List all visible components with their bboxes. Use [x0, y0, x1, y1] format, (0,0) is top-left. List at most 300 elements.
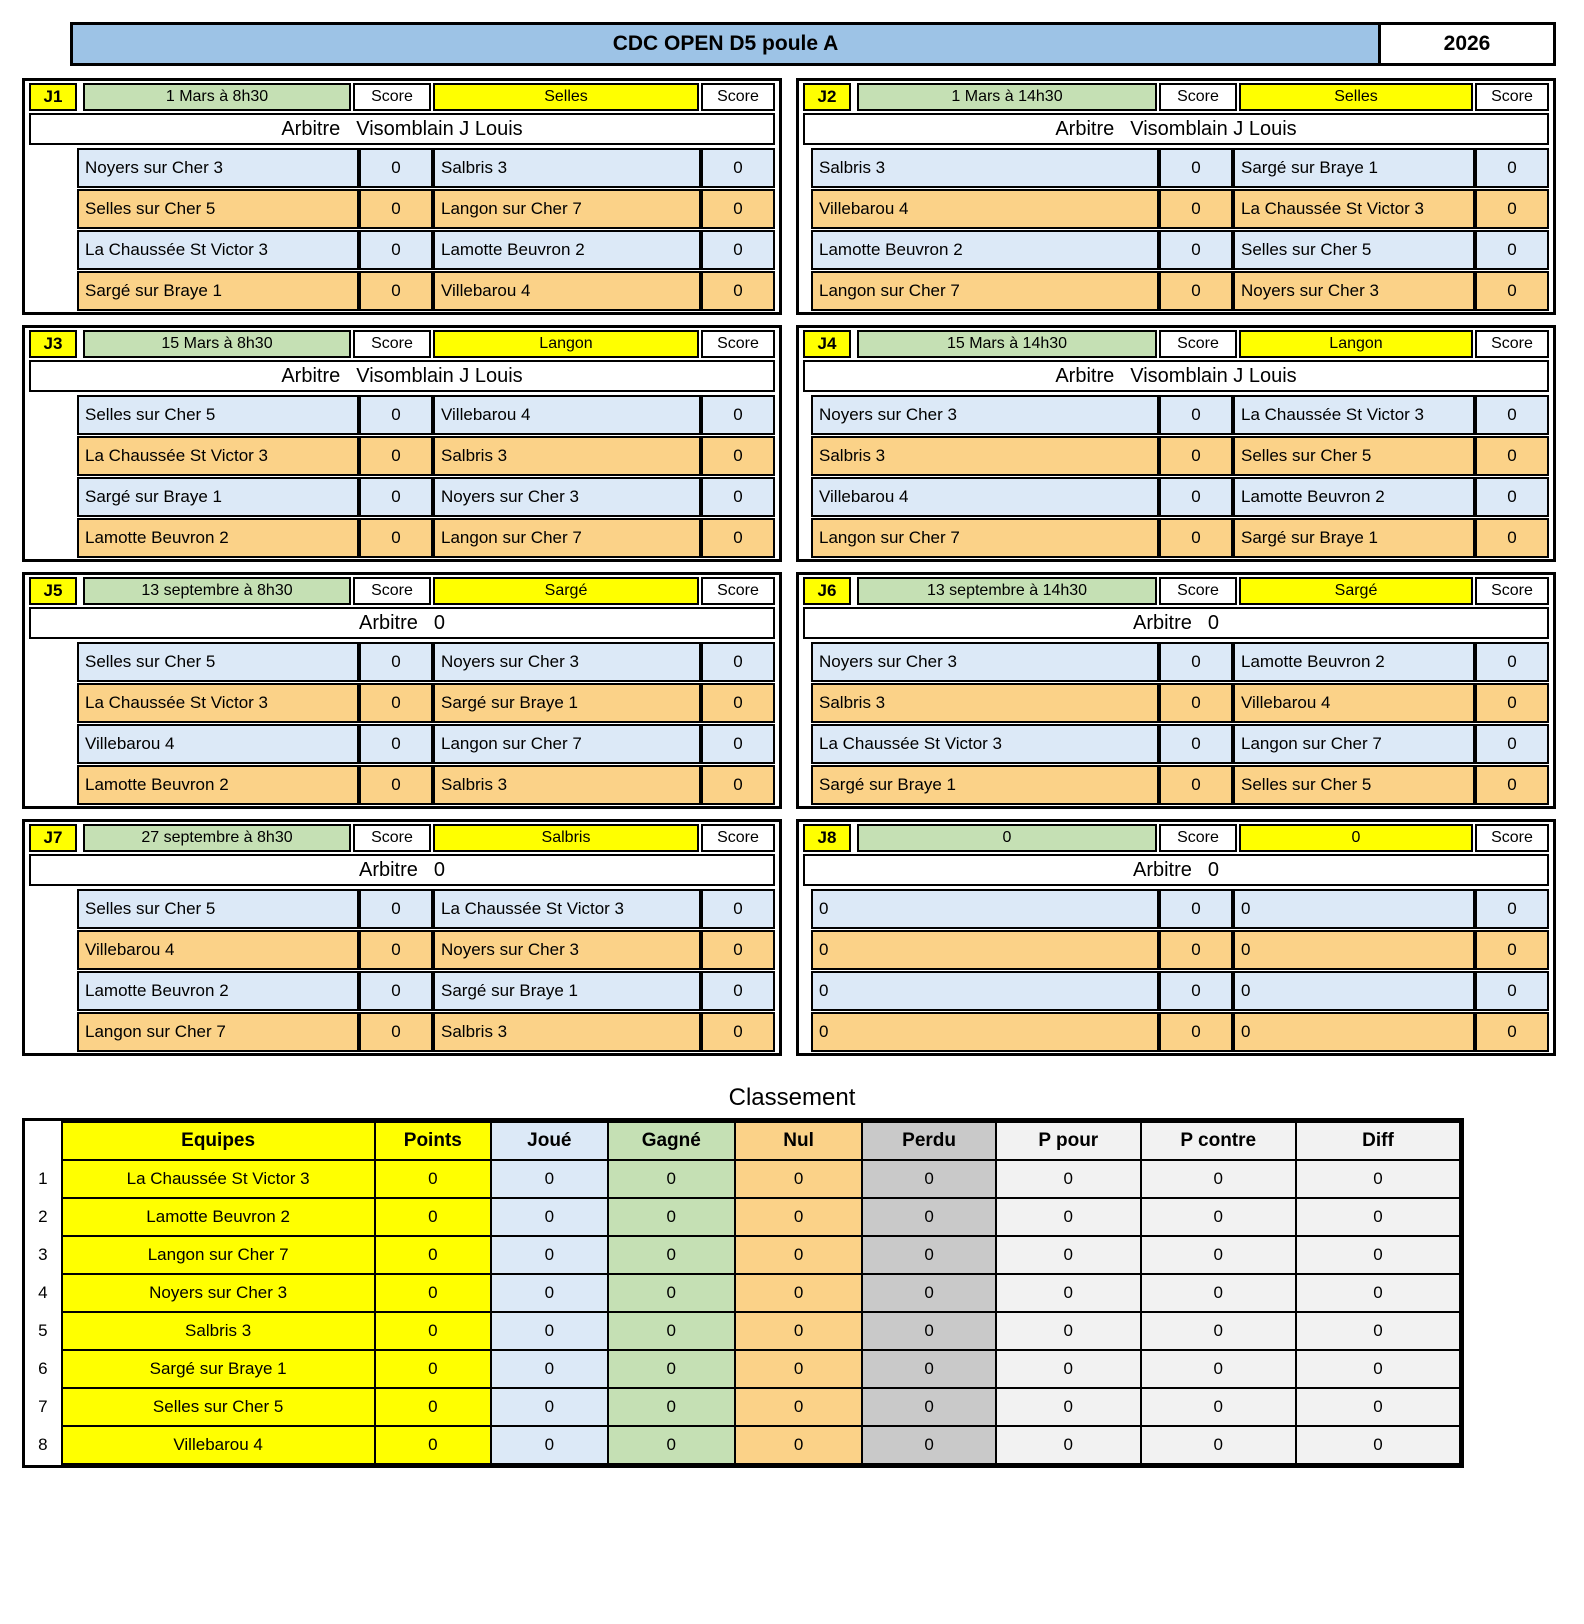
- home-score[interactable]: 0: [359, 271, 433, 311]
- header-p-contre: P contre: [1141, 1122, 1296, 1160]
- round-j7: [22, 819, 782, 1056]
- home-team: La Chaussée St Victor 3: [811, 724, 1159, 764]
- round-date: 1 Mars à 8h30: [83, 83, 351, 111]
- away-score[interactable]: 0: [1475, 642, 1549, 682]
- standings-row: [25, 1312, 1460, 1350]
- rounds-grid: [22, 78, 1556, 1056]
- match-row: [29, 271, 775, 311]
- row-team: Lamotte Beuvron 2: [62, 1198, 375, 1236]
- home-team: Langon sur Cher 7: [811, 518, 1159, 558]
- score-header-left: Score: [353, 577, 431, 605]
- row-perdu: 0: [862, 1274, 996, 1312]
- home-team: 0: [811, 971, 1159, 1011]
- match-row: [29, 189, 775, 229]
- row-diff: 0: [1296, 1350, 1460, 1388]
- score-header-right: Score: [701, 83, 775, 111]
- away-score[interactable]: 0: [701, 518, 775, 558]
- away-team: Selles sur Cher 5: [1233, 230, 1475, 270]
- home-score[interactable]: 0: [359, 230, 433, 270]
- score-header-left: Score: [1159, 824, 1237, 852]
- row-p-pour: 0: [996, 1350, 1141, 1388]
- row-team: Langon sur Cher 7: [62, 1236, 375, 1274]
- away-team: Selles sur Cher 5: [1233, 436, 1475, 476]
- score-header-left: Score: [1159, 577, 1237, 605]
- away-score[interactable]: 0: [701, 765, 775, 805]
- match-row: [29, 395, 775, 435]
- row-points: 0: [375, 1236, 492, 1274]
- away-score[interactable]: 0: [701, 930, 775, 970]
- home-score[interactable]: 0: [1159, 971, 1233, 1011]
- standings-header-row: [25, 1122, 1460, 1160]
- away-team: Lamotte Beuvron 2: [1233, 477, 1475, 517]
- row-gagne: 0: [608, 1198, 735, 1236]
- away-team: Langon sur Cher 7: [433, 724, 701, 764]
- round-id-j3: J3: [29, 330, 77, 358]
- home-score[interactable]: 0: [1159, 518, 1233, 558]
- match-row: [803, 1012, 1549, 1052]
- referee-label: Arbitre: [1132, 611, 1192, 634]
- home-score[interactable]: 0: [1159, 889, 1233, 929]
- row-p-pour: 0: [996, 1274, 1141, 1312]
- row-joue: 0: [491, 1236, 608, 1274]
- away-team: Noyers sur Cher 3: [1233, 271, 1475, 311]
- round-j8: [796, 819, 1556, 1056]
- away-team: Sargé sur Braye 1: [1233, 148, 1475, 188]
- home-team: Villebarou 4: [77, 930, 359, 970]
- away-team: Noyers sur Cher 3: [433, 930, 701, 970]
- referee-name: Visomblain J Louis: [1130, 117, 1297, 140]
- row-points: 0: [375, 1426, 492, 1464]
- row-joue: 0: [491, 1388, 608, 1426]
- match-row: [803, 765, 1549, 805]
- home-team: Villebarou 4: [811, 477, 1159, 517]
- home-team: Villebarou 4: [77, 724, 359, 764]
- round-j2: [796, 78, 1556, 315]
- score-header-right: Score: [1475, 824, 1549, 852]
- away-score[interactable]: 0: [701, 189, 775, 229]
- match-row: [803, 683, 1549, 723]
- home-team: Lamotte Beuvron 2: [77, 971, 359, 1011]
- row-team: Selles sur Cher 5: [62, 1388, 375, 1426]
- match-row: [29, 518, 775, 558]
- round-venue: Sargé: [1239, 577, 1473, 605]
- away-team: Langon sur Cher 7: [433, 518, 701, 558]
- home-team: Lamotte Beuvron 2: [811, 230, 1159, 270]
- away-team: Lamotte Beuvron 2: [433, 230, 701, 270]
- score-header-right: Score: [1475, 330, 1549, 358]
- match-row: [803, 724, 1549, 764]
- match-row: [803, 477, 1549, 517]
- home-score[interactable]: 0: [1159, 230, 1233, 270]
- match-row: [803, 395, 1549, 435]
- score-header-left: Score: [353, 83, 431, 111]
- home-score[interactable]: 0: [1159, 395, 1233, 435]
- away-score[interactable]: 0: [1475, 1012, 1549, 1052]
- row-p-pour: 0: [996, 1236, 1141, 1274]
- round-venue: Sargé: [433, 577, 699, 605]
- referee-name: 0: [1207, 611, 1220, 634]
- row-diff: 0: [1296, 1312, 1460, 1350]
- row-points: 0: [375, 1274, 492, 1312]
- referee-row: [29, 113, 775, 145]
- away-score[interactable]: 0: [701, 148, 775, 188]
- match-row: [803, 971, 1549, 1011]
- score-header-right: Score: [1475, 83, 1549, 111]
- away-score[interactable]: 0: [1475, 930, 1549, 970]
- row-p-contre: 0: [1141, 1350, 1296, 1388]
- standings-table: [25, 1121, 1461, 1465]
- round-header: [25, 822, 779, 854]
- row-gagne: 0: [608, 1312, 735, 1350]
- row-gagne: 0: [608, 1274, 735, 1312]
- row-points: 0: [375, 1388, 492, 1426]
- home-score[interactable]: 0: [359, 642, 433, 682]
- row-perdu: 0: [862, 1388, 996, 1426]
- row-nul: 0: [735, 1312, 862, 1350]
- away-team: Langon sur Cher 7: [433, 189, 701, 229]
- standings-title: Classement: [728, 1084, 856, 1111]
- match-row: [29, 477, 775, 517]
- away-score[interactable]: 0: [1475, 395, 1549, 435]
- row-p-contre: 0: [1141, 1198, 1296, 1236]
- away-team: 0: [1233, 930, 1475, 970]
- round-j1: [22, 78, 782, 315]
- round-venue: Langon: [433, 330, 699, 358]
- away-score[interactable]: 0: [1475, 230, 1549, 270]
- header-perdu: Perdu: [862, 1122, 996, 1160]
- row-p-contre: 0: [1141, 1160, 1296, 1198]
- home-team: 0: [811, 930, 1159, 970]
- home-score[interactable]: 0: [1159, 436, 1233, 476]
- home-score[interactable]: 0: [1159, 477, 1233, 517]
- home-team: Langon sur Cher 7: [811, 271, 1159, 311]
- row-joue: 0: [491, 1312, 608, 1350]
- match-row: [29, 230, 775, 270]
- row-perdu: 0: [862, 1426, 996, 1464]
- round-venue: Langon: [1239, 330, 1473, 358]
- match-row: [803, 271, 1549, 311]
- home-score[interactable]: 0: [359, 889, 433, 929]
- home-team: 0: [811, 1012, 1159, 1052]
- row-p-contre: 0: [1141, 1426, 1296, 1464]
- header-diff: Diff: [1296, 1122, 1460, 1160]
- match-row: [803, 436, 1549, 476]
- round-date: 13 septembre à 14h30: [857, 577, 1157, 605]
- away-score[interactable]: 0: [1475, 889, 1549, 929]
- row-team: Salbris 3: [62, 1312, 375, 1350]
- home-team: Sargé sur Braye 1: [77, 477, 359, 517]
- row-points: 0: [375, 1312, 492, 1350]
- row-team: Noyers sur Cher 3: [62, 1274, 375, 1312]
- header-p-pour: P pour: [996, 1122, 1141, 1160]
- row-rank: 8: [25, 1426, 62, 1464]
- standings-row: [25, 1198, 1460, 1236]
- referee-label: Arbitre: [358, 611, 418, 634]
- match-row: [29, 1012, 775, 1052]
- row-diff: 0: [1296, 1198, 1460, 1236]
- home-score[interactable]: 0: [1159, 271, 1233, 311]
- referee-label: Arbitre: [281, 364, 341, 387]
- round-j3: [22, 325, 782, 562]
- row-perdu: 0: [862, 1312, 996, 1350]
- row-rank: 4: [25, 1274, 62, 1312]
- standings-row: [25, 1350, 1460, 1388]
- away-score[interactable]: 0: [1475, 436, 1549, 476]
- home-score[interactable]: 0: [359, 683, 433, 723]
- standings-row: [25, 1388, 1460, 1426]
- row-gagne: 0: [608, 1236, 735, 1274]
- row-team: Sargé sur Braye 1: [62, 1350, 375, 1388]
- away-team: Sargé sur Braye 1: [433, 683, 701, 723]
- score-header-left: Score: [1159, 330, 1237, 358]
- row-joue: 0: [491, 1350, 608, 1388]
- home-team: La Chaussée St Victor 3: [77, 436, 359, 476]
- row-joue: 0: [491, 1274, 608, 1312]
- row-rank: 2: [25, 1198, 62, 1236]
- score-header-left: Score: [1159, 83, 1237, 111]
- row-gagne: 0: [608, 1350, 735, 1388]
- home-team: Selles sur Cher 5: [77, 395, 359, 435]
- home-score[interactable]: 0: [359, 765, 433, 805]
- home-score[interactable]: 0: [1159, 930, 1233, 970]
- home-score[interactable]: 0: [359, 1012, 433, 1052]
- away-team: 0: [1233, 971, 1475, 1011]
- referee-row: [29, 607, 775, 639]
- match-row: [803, 148, 1549, 188]
- round-venue: Selles: [433, 83, 699, 111]
- row-nul: 0: [735, 1236, 862, 1274]
- away-team: Sargé sur Braye 1: [1233, 518, 1475, 558]
- row-p-pour: 0: [996, 1426, 1141, 1464]
- row-gagne: 0: [608, 1160, 735, 1198]
- round-id-j4: J4: [803, 330, 851, 358]
- away-score[interactable]: 0: [701, 395, 775, 435]
- away-score[interactable]: 0: [701, 683, 775, 723]
- row-p-pour: 0: [996, 1312, 1141, 1350]
- match-row: [29, 971, 775, 1011]
- round-venue: 0: [1239, 824, 1473, 852]
- away-score[interactable]: 0: [1475, 683, 1549, 723]
- score-header-right: Score: [1475, 577, 1549, 605]
- away-team: 0: [1233, 1012, 1475, 1052]
- match-row: [29, 436, 775, 476]
- referee-row: [29, 360, 775, 392]
- row-perdu: 0: [862, 1198, 996, 1236]
- home-score[interactable]: 0: [1159, 642, 1233, 682]
- header-equipes: Equipes: [62, 1122, 375, 1160]
- row-diff: 0: [1296, 1388, 1460, 1426]
- home-team: La Chaussée St Victor 3: [77, 683, 359, 723]
- standings-table-wrapper: [22, 1118, 1464, 1468]
- round-date: 0: [857, 824, 1157, 852]
- round-id-j7: J7: [29, 824, 77, 852]
- away-score[interactable]: 0: [1475, 189, 1549, 229]
- row-rank: 7: [25, 1388, 62, 1426]
- round-j5: [22, 572, 782, 809]
- score-header-right: Score: [701, 824, 775, 852]
- match-row: [29, 724, 775, 764]
- row-nul: 0: [735, 1274, 862, 1312]
- home-score[interactable]: 0: [359, 395, 433, 435]
- round-j4: [796, 325, 1556, 562]
- home-team: 0: [811, 889, 1159, 929]
- match-row: [803, 230, 1549, 270]
- round-header: [799, 328, 1553, 360]
- round-id-j5: J5: [29, 577, 77, 605]
- away-score[interactable]: 0: [701, 436, 775, 476]
- away-score[interactable]: 0: [701, 271, 775, 311]
- referee-label: Arbitre: [358, 858, 418, 881]
- away-score[interactable]: 0: [1475, 724, 1549, 764]
- away-score[interactable]: 0: [701, 724, 775, 764]
- home-score[interactable]: 0: [359, 189, 433, 229]
- home-score[interactable]: 0: [359, 436, 433, 476]
- away-score[interactable]: 0: [1475, 518, 1549, 558]
- standings-row: [25, 1160, 1460, 1198]
- round-id-j2: J2: [803, 83, 851, 111]
- away-score[interactable]: 0: [1475, 271, 1549, 311]
- away-score[interactable]: 0: [701, 477, 775, 517]
- row-p-contre: 0: [1141, 1274, 1296, 1312]
- round-venue: Salbris: [433, 824, 699, 852]
- referee-name: Visomblain J Louis: [1130, 364, 1297, 387]
- round-date: 1 Mars à 14h30: [857, 83, 1157, 111]
- score-header-left: Score: [353, 824, 431, 852]
- away-score[interactable]: 0: [701, 230, 775, 270]
- round-date: 15 Mars à 8h30: [83, 330, 351, 358]
- round-date: 15 Mars à 14h30: [857, 330, 1157, 358]
- row-perdu: 0: [862, 1160, 996, 1198]
- home-score[interactable]: 0: [1159, 189, 1233, 229]
- match-row: [29, 930, 775, 970]
- home-team: Noyers sur Cher 3: [811, 642, 1159, 682]
- round-header: [25, 575, 779, 607]
- referee-label: Arbitre: [1055, 117, 1115, 140]
- round-header: [799, 822, 1553, 854]
- referee-label: Arbitre: [1055, 364, 1115, 387]
- away-score[interactable]: 0: [701, 971, 775, 1011]
- away-score[interactable]: 0: [1475, 765, 1549, 805]
- home-score[interactable]: 0: [359, 724, 433, 764]
- match-row: [803, 889, 1549, 929]
- home-team: Selles sur Cher 5: [77, 189, 359, 229]
- home-score[interactable]: 0: [359, 477, 433, 517]
- away-team: Salbris 3: [433, 148, 701, 188]
- home-score[interactable]: 0: [359, 148, 433, 188]
- home-score[interactable]: 0: [1159, 1012, 1233, 1052]
- home-score[interactable]: 0: [1159, 148, 1233, 188]
- header-nul: Nul: [735, 1122, 862, 1160]
- document-header: [70, 22, 1556, 66]
- home-score[interactable]: 0: [1159, 724, 1233, 764]
- row-nul: 0: [735, 1350, 862, 1388]
- referee-label: Arbitre: [1132, 858, 1192, 881]
- row-p-contre: 0: [1141, 1312, 1296, 1350]
- home-team: Noyers sur Cher 3: [77, 148, 359, 188]
- row-gagne: 0: [608, 1426, 735, 1464]
- away-team: Selles sur Cher 5: [1233, 765, 1475, 805]
- row-p-contre: 0: [1141, 1236, 1296, 1274]
- away-score[interactable]: 0: [1475, 148, 1549, 188]
- round-id-j8: J8: [803, 824, 851, 852]
- row-rank: 6: [25, 1350, 62, 1388]
- standings-row: [25, 1274, 1460, 1312]
- row-team: Villebarou 4: [62, 1426, 375, 1464]
- row-nul: 0: [735, 1160, 862, 1198]
- home-team: Sargé sur Braye 1: [811, 765, 1159, 805]
- home-score[interactable]: 0: [1159, 683, 1233, 723]
- home-team: Noyers sur Cher 3: [811, 395, 1159, 435]
- row-diff: 0: [1296, 1274, 1460, 1312]
- match-row: [29, 683, 775, 723]
- home-score[interactable]: 0: [359, 971, 433, 1011]
- round-header: [799, 81, 1553, 113]
- home-team: Lamotte Beuvron 2: [77, 518, 359, 558]
- round-date: 27 septembre à 8h30: [83, 824, 351, 852]
- match-row: [803, 930, 1549, 970]
- away-team: Villebarou 4: [433, 271, 701, 311]
- row-joue: 0: [491, 1160, 608, 1198]
- home-team: Selles sur Cher 5: [77, 642, 359, 682]
- match-row: [803, 518, 1549, 558]
- away-team: 0: [1233, 889, 1475, 929]
- referee-name: Visomblain J Louis: [356, 117, 523, 140]
- match-row: [803, 642, 1549, 682]
- round-id-j1: J1: [29, 83, 77, 111]
- round-id-j6: J6: [803, 577, 851, 605]
- home-score[interactable]: 0: [359, 518, 433, 558]
- home-team: Lamotte Beuvron 2: [77, 765, 359, 805]
- away-team: La Chaussée St Victor 3: [1233, 395, 1475, 435]
- match-row: [29, 889, 775, 929]
- home-score[interactable]: 0: [359, 930, 433, 970]
- away-team: Langon sur Cher 7: [1233, 724, 1475, 764]
- referee-name: 0: [1207, 858, 1220, 881]
- row-perdu: 0: [862, 1350, 996, 1388]
- away-team: Salbris 3: [433, 436, 701, 476]
- away-score[interactable]: 0: [701, 1012, 775, 1052]
- away-team: Villebarou 4: [433, 395, 701, 435]
- row-nul: 0: [735, 1198, 862, 1236]
- away-score[interactable]: 0: [701, 889, 775, 929]
- row-gagne: 0: [608, 1388, 735, 1426]
- away-team: Lamotte Beuvron 2: [1233, 642, 1475, 682]
- away-team: Salbris 3: [433, 1012, 701, 1052]
- referee-row: [803, 607, 1549, 639]
- match-row: [29, 642, 775, 682]
- home-team: Sargé sur Braye 1: [77, 271, 359, 311]
- referee-row: [803, 360, 1549, 392]
- home-score[interactable]: 0: [1159, 765, 1233, 805]
- home-team: Salbris 3: [811, 148, 1159, 188]
- row-perdu: 0: [862, 1236, 996, 1274]
- away-score[interactable]: 0: [1475, 477, 1549, 517]
- away-score[interactable]: 0: [1475, 971, 1549, 1011]
- row-points: 0: [375, 1350, 492, 1388]
- round-j6: [796, 572, 1556, 809]
- tournament-schedule-page: [0, 22, 1584, 1624]
- match-row: [29, 765, 775, 805]
- away-score[interactable]: 0: [701, 642, 775, 682]
- match-row: [803, 189, 1549, 229]
- match-row: [29, 148, 775, 188]
- away-team: La Chaussée St Victor 3: [433, 889, 701, 929]
- round-header: [25, 328, 779, 360]
- home-team: Salbris 3: [811, 683, 1159, 723]
- standings-row: [25, 1426, 1460, 1464]
- header-joue: Joué: [491, 1122, 608, 1160]
- score-header-left: Score: [353, 330, 431, 358]
